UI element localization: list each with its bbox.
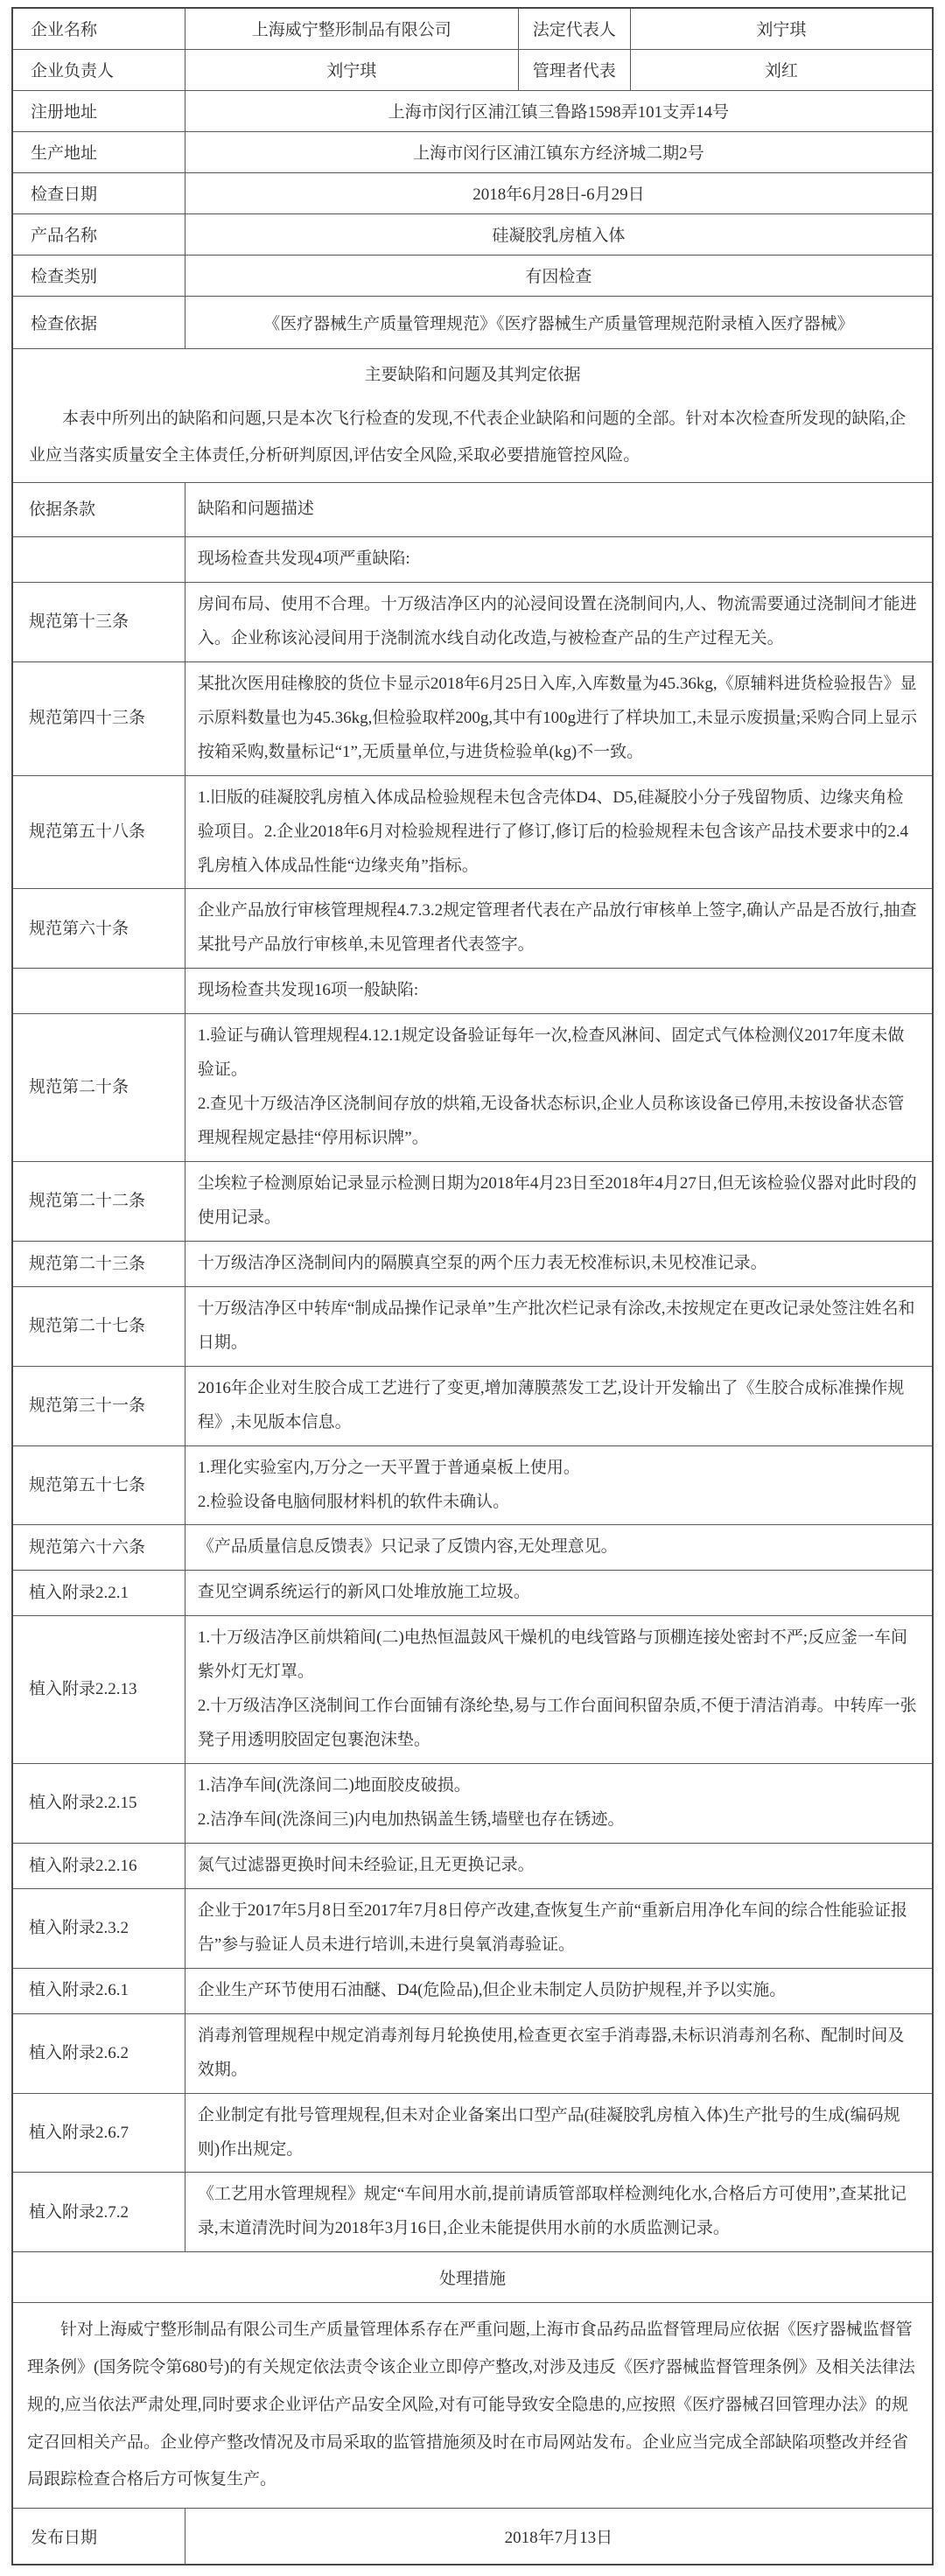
defect-row — [12, 1968, 933, 2013]
defect-paragraph: 2.查见十万级洁净区浇制间存放的烘箱,无设备状态标识,企业人员称该设备已停用,未按设备状态管理规程规定悬挂“停用标识牌”。 — [197, 1095, 905, 1148]
defect-description — [185, 889, 933, 969]
registered-address-label: 注册地址 — [12, 90, 185, 131]
defect-description — [185, 1843, 933, 1888]
defect-paragraph: 现场检查共发现16项一般缺陷: — [197, 981, 419, 1000]
inspection-date-value: 2018年6月28日-6月29日 — [185, 172, 933, 214]
defect-clause: 植入附录2.2.1 — [12, 1571, 185, 1616]
defect-clause: 植入附录2.2.15 — [12, 1764, 185, 1844]
defect-paragraph: 现场检查共发现4项严重缺陷: — [197, 550, 410, 568]
defect-paragraph: 2.十万级洁净区浇制间工作台面铺有涤纶垫,易与工作台面间积留杂质,不便于清洁消毒。中转库一张凳子用透明胶固定包裹泡沫垫。 — [197, 1697, 917, 1750]
defect-clause: 规范第十三条 — [12, 582, 185, 662]
inspection-date-label: 检查日期 — [12, 172, 185, 214]
defect-paragraph: 十万级洁净区浇制间内的隔膜真空泵的两个压力表无校准标识,未见校准记录。 — [197, 1253, 767, 1272]
inspection-report-table — [11, 7, 934, 2566]
defect-paragraph: 2.洁净车间(洗涤间三)内电加热锅盖生锈,墙壁也存在锈迹。 — [197, 1810, 625, 1829]
defect-clause: 植入附录2.7.2 — [12, 2173, 185, 2252]
defect-clause: 植入附录2.2.16 — [12, 1843, 185, 1888]
company-principal-label: 企业负责人 — [12, 49, 185, 90]
defect-paragraph: 企业于2017年5月8日至2017年7月8日停产改建,查恢复生产前“重新启用净化车间的综合性能验证报告”参与验证人员未进行培训,未进行臭氧消毒验证。 — [197, 1900, 908, 1954]
defect-row — [12, 1162, 933, 1242]
inspection-basis-value: 《医疗器械生产质量管理规范》《医疗器械生产质量管理规范附录植入医疗器械》 — [185, 296, 933, 348]
registered-address-value: 上海市闵行区浦江镇三鲁路1598弄101支弄14号 — [185, 90, 933, 131]
defect-row — [12, 889, 933, 969]
defect-description — [185, 969, 933, 1014]
defect-row — [12, 775, 933, 889]
defect-description — [185, 1571, 933, 1616]
defect-description — [185, 1968, 933, 2013]
defect-paragraph: 企业产品放行审核管理规程4.7.3.2规定管理者代表在产品放行审核单上签字,确认产品是否放行,抽查某批号产品放行审核单,未见管理者代表签字。 — [197, 901, 917, 955]
production-address-label: 生产地址 — [12, 131, 185, 172]
defect-clause: 植入附录2.6.7 — [12, 2093, 185, 2173]
defect-row — [12, 1571, 933, 1616]
defect-paragraph: 尘埃粒子检测原始记录显示检测日期为2018年4月23日至2018年4月27日,但无该检验仪器对此时段的使用记录。 — [197, 1174, 917, 1227]
company-name-value: 上海威宁整形制品有限公司 — [185, 8, 518, 49]
defect-paragraph: 企业制定有批号管理规程,但未对企业备案出口型产品(硅凝胶乳房植入体)生产批号的生成(编码规则)作出规定。 — [197, 2105, 900, 2159]
management-representative-label: 管理者代表 — [518, 49, 630, 90]
defect-description — [185, 2013, 933, 2093]
defect-row — [12, 1286, 933, 1366]
defect-clause: 规范第三十一条 — [12, 1366, 185, 1446]
defect-table-header-row — [12, 483, 933, 537]
defect-clause — [12, 969, 185, 1014]
defect-description — [185, 1616, 933, 1764]
defect-paragraph: 2.检验设备电脑伺服材料机的软件未确认。 — [197, 1492, 510, 1511]
defect-row — [12, 1446, 933, 1525]
defect-description — [185, 1525, 933, 1571]
defect-row — [12, 662, 933, 775]
company-info-section — [12, 8, 933, 348]
defect-paragraph: 2016年企业对生胶合成工艺进行了变更,增加薄膜蒸发工艺,设计开发输出了《生胶合成标准操作规程》,未见版本信息。 — [197, 1378, 905, 1432]
defect-description — [185, 1764, 933, 1844]
defect-description — [185, 537, 933, 583]
defect-paragraph: 1.十万级洁净区前烘箱间(二)电热恒温鼓风干燥机的电线管路与顶棚连接处密封不严;反应釜一车间紫外灯无灯罩。 — [197, 1628, 908, 1682]
defect-description — [185, 2093, 933, 2173]
defect-clause: 规范第六十六条 — [12, 1525, 185, 1571]
description-column-header: 缺陷和问题描述 — [185, 483, 933, 537]
defect-clause: 规范第二十二条 — [12, 1162, 185, 1242]
defect-paragraph: 《产品质量信息反馈表》只记录了反馈内容,无处理意见。 — [197, 1537, 618, 1557]
product-name-label: 产品名称 — [12, 214, 185, 255]
defect-paragraph: 房间布局、使用不合理。十万级洁净区内的沁浸间设置在浇制间内,人、物流需要通过浇制间才能进入。企业称该沁浸间用于浇制流水线自动化改造,与被检查产品的生产过程无关。 — [197, 594, 917, 648]
defect-row — [12, 582, 933, 662]
defect-description — [185, 1366, 933, 1446]
company-name-row — [12, 8, 933, 49]
inspection-date-row — [12, 172, 933, 214]
defect-clause: 规范第二十三条 — [12, 1241, 185, 1286]
defect-row — [12, 2173, 933, 2252]
defect-clause: 规范第五十八条 — [12, 775, 185, 889]
defect-description — [185, 582, 933, 662]
company-principal-value: 刘宁琪 — [185, 49, 518, 90]
inspection-type-row — [12, 255, 933, 296]
registered-address-row — [12, 90, 933, 131]
defect-clause: 植入附录2.6.2 — [12, 2013, 185, 2093]
defect-paragraph: 1.验证与确认管理规程4.12.1规定设备验证每年一次,检查风淋间、固定式气体检测仪2017年度未做验证。 — [197, 1026, 905, 1080]
management-representative-value: 刘红 — [630, 49, 933, 90]
defect-description — [185, 1014, 933, 1162]
defect-paragraph: 十万级洁净区中转库“制成品操作记录单”生产批次栏记录有涂改,未按规定在更改记录处签注姓名和日期。 — [197, 1298, 915, 1352]
defect-row — [12, 1888, 933, 1968]
defects-section-intro: 本表中所列出的缺陷和问题,只是本次飞行检查的发现,不代表企业缺陷和问题的全部。针对本次检查所发现的缺陷,企业应当落实质量安全主体责任,分析研判原因,评估安全风险,采取必要措施管控风险。 — [29, 409, 906, 466]
defect-row — [12, 2013, 933, 2093]
defect-clause: 规范第二十七条 — [12, 1286, 185, 1366]
measures-body-text: 针对上海威宁整形制品有限公司生产质量管理体系存在严重问题,上海市食品药品监督管理局应依据《医疗器械监督管理条例》(国务院令第680号)的有关规定依法责令该企业立即停产整改,对涉及违反《医疗器械监督管理条例》及相关法律法规的,应当依法严肃处理,同时要求企业评估产品安全风险,对有可能导致安全隐患的,应按照《医疗器械召回管理办法》的规定召回相关产品。企业停产整改情况及市局采取的监管措施须及时在市局网站发布。企业应当完成全部缺陷项整改并经省局跟踪检查合格后方可恢复生产。 — [27, 2320, 915, 2489]
defects-intro-row — [12, 348, 933, 483]
publish-date-value: 2018年7月13日 — [185, 2509, 933, 2565]
publish-date-row — [12, 2509, 933, 2565]
inspection-type-label: 检查类别 — [12, 255, 185, 296]
company-name-label: 企业名称 — [12, 8, 185, 49]
defect-row — [12, 537, 933, 583]
measures-title: 处理措施 — [12, 2252, 933, 2303]
defects-section-title: 主要缺陷和问题及其判定依据 — [364, 365, 581, 384]
inspection-basis-label: 检查依据 — [12, 296, 185, 348]
measures-body-cell — [12, 2303, 933, 2509]
measures-title-row — [12, 2252, 933, 2303]
defect-description — [185, 662, 933, 775]
clause-column-header: 依据条款 — [12, 483, 185, 537]
defect-clause — [12, 537, 185, 583]
defect-paragraph: 1.洁净车间(洗涤间二)地面胶皮破损。 — [197, 1776, 471, 1796]
defect-description — [185, 775, 933, 889]
defect-paragraph: 消毒剂管理规程中规定消毒剂每月轮换使用,检查更衣室手消毒器,未标识消毒剂名称、配制时间及效期。 — [197, 2026, 905, 2079]
defect-clause: 规范第二十条 — [12, 1014, 185, 1162]
defect-row — [12, 1014, 933, 1162]
defect-clause: 规范第五十七条 — [12, 1446, 185, 1525]
defect-row — [12, 969, 933, 1014]
defect-paragraph: 《工艺用水管理规程》规定“车间用水前,提前请质管部取样检测纯化水,合格后方可使用”,查某批记录,末道清洗时间为2018年3月16日,企业未能提供用水前的水质监测记录。 — [197, 2185, 906, 2238]
production-address-row — [12, 131, 933, 172]
defect-paragraph: 查见空调系统运行的新风口处堆放施工垃圾。 — [197, 1583, 530, 1602]
defects-intro-cell — [12, 348, 933, 483]
publish-date-label: 发布日期 — [12, 2509, 185, 2565]
defect-paragraph: 某批次医用硅橡胶的货位卡显示2018年6月25日入库,入库数量为45.36kg,《原辅料进货检验报告》显示原料数量也为45.36kg,但检验取样200g,其中有100g进行了样块加工,未显示废损量;采购合同上显示按箱采购,数量标记“1”,无质量单位,与进货检验单(kg)不一致。 — [197, 674, 918, 761]
legal-representative-value: 刘宁琪 — [630, 8, 933, 49]
defect-row — [12, 1764, 933, 1844]
defect-description — [185, 2173, 933, 2252]
legal-representative-label: 法定代表人 — [518, 8, 630, 49]
defect-description — [185, 1241, 933, 1286]
defect-paragraph: 氮气过滤器更换时间未经验证,且无更换记录。 — [197, 1855, 535, 1874]
defect-row — [12, 1616, 933, 1764]
defect-paragraph: 1.理化实验室内,万分之一天平置于普通桌板上使用。 — [197, 1458, 580, 1477]
inspection-type-value: 有因检查 — [185, 255, 933, 296]
defect-row — [12, 1366, 933, 1446]
defect-clause: 植入附录2.2.13 — [12, 1616, 185, 1764]
defect-clause: 规范第六十条 — [12, 889, 185, 969]
defect-description — [185, 1888, 933, 1968]
defect-description — [185, 1162, 933, 1242]
defect-row — [12, 1241, 933, 1286]
defects-intro-section — [12, 348, 933, 537]
defect-row — [12, 2093, 933, 2173]
product-name-value: 硅凝胶乳房植入体 — [185, 214, 933, 255]
defect-description — [185, 1286, 933, 1366]
company-principal-row — [12, 49, 933, 90]
defect-description — [185, 1446, 933, 1525]
product-name-row — [12, 214, 933, 255]
measures-section — [12, 2252, 933, 2565]
defect-clause: 植入附录2.3.2 — [12, 1888, 185, 1968]
inspection-basis-row — [12, 296, 933, 348]
defect-clause: 规范第四十三条 — [12, 662, 185, 775]
defect-clause: 植入附录2.6.1 — [12, 1968, 185, 2013]
defect-row — [12, 1525, 933, 1571]
defect-row — [12, 1843, 933, 1888]
production-address-value: 上海市闵行区浦江镇东方经济城二期2号 — [185, 131, 933, 172]
defect-paragraph: 1.旧版的硅凝胶乳房植入体成品检验规程未包含壳体D4、D5,硅凝胶小分子残留物质、边缘夹角检验项目。2.企业2018年6月对检验规程进行了修订,修订后的检验规程未包含该产品技术要求中的2.4乳房植入体成品性能“边缘夹角”指标。 — [197, 788, 909, 875]
defect-paragraph: 企业生产环节使用石油醚、D4(危险品),但企业未制定人员防护规程,并予以实施。 — [197, 1980, 787, 1999]
measures-body-row — [12, 2303, 933, 2509]
defect-rows — [12, 537, 933, 2252]
